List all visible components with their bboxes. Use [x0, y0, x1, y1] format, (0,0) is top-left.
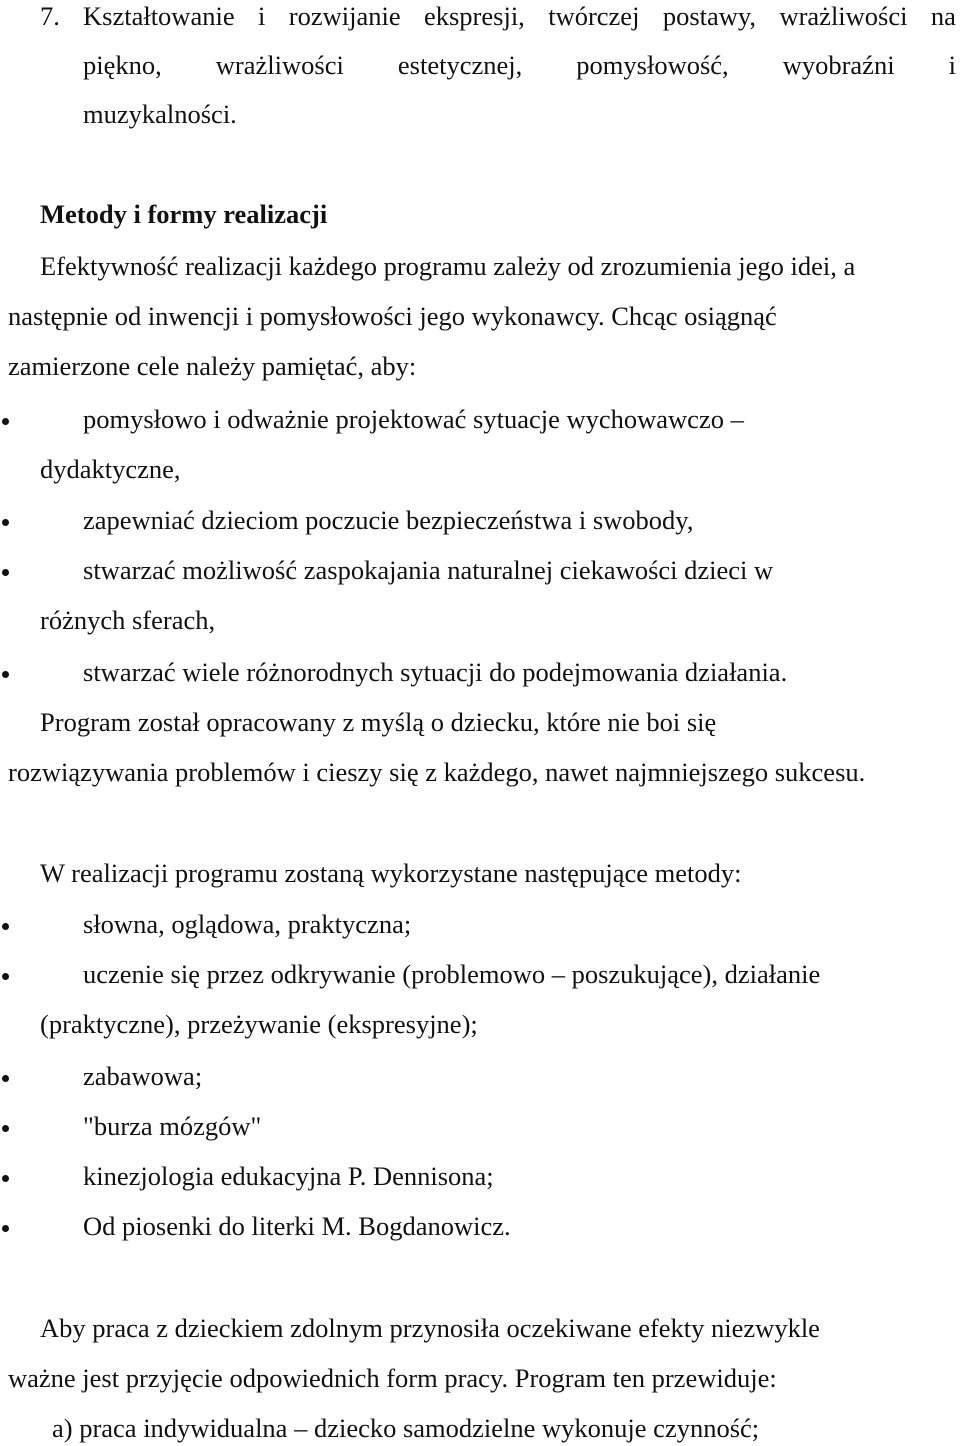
para1-line-2: następnie od inwencji i pomysłowości jego wykonawcy. Chcąc osiągnąć: [8, 301, 777, 331]
para1-line-3: zamierzone cele należy pamiętać, aby:: [8, 351, 417, 381]
bullet-item: stwarzać wiele różnorodnych sytuacji do podejmowania działania.: [83, 657, 788, 687]
forms-line-2: ważne jest przyjęcie odpowiednich form pracy. Program ten przewiduje:: [8, 1363, 777, 1393]
bullet-item: "burza mózgów": [83, 1111, 262, 1141]
bullet-icon: [2, 1125, 9, 1132]
bullet-icon: [2, 569, 9, 576]
bullet-item: zabawowa;: [83, 1061, 203, 1091]
list-number-7: 7.: [40, 1, 60, 31]
methods-intro: W realizacji programu zostaną wykorzystane następujące metody:: [40, 858, 742, 888]
forms-line-1: Aby praca z dzieckiem zdolnym przynosiła oczekiwane efekty niezwykle: [40, 1313, 820, 1343]
bullet-item: zapewniać dzieciom poczucie bezpieczeństwa i swobody,: [83, 505, 694, 535]
item7-line-2: piękno, wrażliwości estetycznej, pomysłowość, wyobraźni i: [83, 50, 956, 80]
bullet-icon: [2, 1075, 9, 1082]
bullet-icon: [2, 671, 9, 678]
para2-line-2: rozwiązywania problemów i cieszy się z każdego, nawet najmniejszego sukcesu.: [8, 757, 866, 787]
bullet-item: uczenie się przez odkrywanie (problemowo – poszukujące), działanie: [83, 959, 821, 989]
item7-line-1: Kształtowanie i rozwijanie ekspresji, twórczej postawy, wrażliwości na: [83, 1, 956, 31]
bullet-item: stwarzać możliwość zaspokajania naturalnej ciekawości dzieci w: [83, 555, 774, 585]
bullet-item-continuation: różnych sferach,: [40, 605, 216, 635]
bullet-item: słowna, oglądowa, praktyczna;: [83, 909, 412, 939]
bullet-item-continuation: dydaktyczne,: [40, 454, 181, 484]
bullet-item: kinezjologia edukacyjna P. Dennisona;: [83, 1161, 494, 1191]
bullet-icon: [2, 923, 9, 930]
bullet-icon: [2, 418, 9, 425]
bullet-icon: [2, 1225, 9, 1232]
bullet-icon: [2, 1175, 9, 1182]
bullet-icon: [2, 973, 9, 980]
bullet-icon: [2, 519, 9, 526]
item7-line-3: muzykalności.: [83, 99, 237, 129]
bullet-item: pomysłowo i odważnie projektować sytuacje wychowawczo –: [83, 404, 744, 434]
section-heading: Metody i formy realizacji: [40, 199, 328, 229]
forms-item-a: a) praca indywidualna – dziecko samodzielne wykonuje czynność;: [52, 1413, 760, 1443]
bullet-item-continuation: (praktyczne), przeżywanie (ekspresyjne);: [40, 1009, 478, 1039]
bullet-item: Od piosenki do literki M. Bogdanowicz.: [83, 1211, 511, 1241]
para2-line-1: Program został opracowany z myślą o dziecku, które nie boi się: [40, 707, 717, 737]
para1-line-1: Efektywność realizacji każdego programu zależy od zrozumienia jego idei, a: [40, 251, 856, 281]
